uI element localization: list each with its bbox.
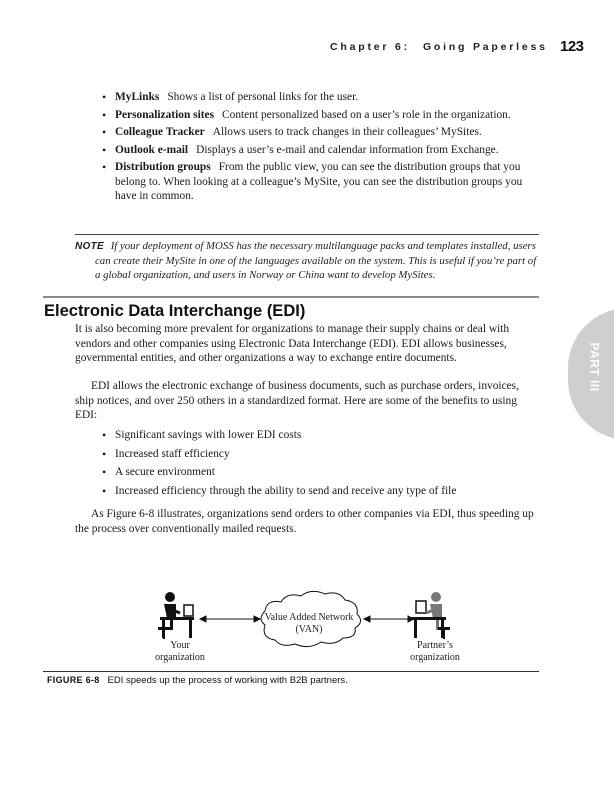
section-heading: Electronic Data Interchange (EDI)	[44, 302, 306, 320]
list-item	[100, 125, 540, 140]
part-thumb-tab	[568, 308, 614, 440]
list-item: • Increased efficiency through the ability to send and receive any type of file	[100, 484, 540, 499]
list-item: • Increased staff efficiency	[100, 447, 540, 462]
bullet-term: Personalization sites	[115, 108, 215, 121]
chapter-title: Going Paperless	[422, 41, 548, 53]
partner-at-computer-icon	[412, 592, 450, 639]
paragraph-edi-exchange: EDI allows the electronic exchange of business documents, such as purchase orders, invoices, ship notices, and over 250 others in a standardized format. Here are some of the benefits to using EDI:	[75, 380, 519, 422]
left-connector-arrow	[200, 616, 260, 622]
your-organization-label: Your organization	[155, 640, 205, 663]
chapter-number: Chapter 6:	[330, 41, 410, 53]
edi-diagram	[140, 585, 480, 670]
bullet-text: Shows a list of personal links for the user.	[167, 91, 359, 103]
part-tab-label: PART III	[587, 342, 602, 392]
page-number: 123	[560, 38, 584, 55]
note-label: NOTE	[75, 241, 104, 252]
feature-bullet-list	[100, 90, 540, 207]
bullet-text: From the public view, you can see the distribution groups that you belong to. When looking at a colleague’s MySite, you can see the distribution groups you have in common.	[115, 161, 523, 202]
list-item	[100, 160, 540, 204]
right-connector-arrow	[364, 616, 414, 622]
note-content	[75, 239, 539, 282]
bullet-term: MyLinks	[115, 91, 160, 103]
figure-divider	[43, 671, 539, 672]
bullet-term: Colleague Tracker	[115, 126, 205, 138]
list-item: • A secure environment	[100, 465, 540, 480]
figure-label: FIGURE 6-8	[47, 675, 100, 685]
note-box	[75, 234, 539, 282]
bullet-text: Allows users to track changes in their colleagues’ MySites.	[212, 126, 482, 138]
partner-organization-label: Partner’s organization	[410, 640, 460, 663]
figure-caption-text: EDI speeds up the process of working with B2B partners.	[107, 675, 348, 686]
paragraph-figure-intro: As Figure 6-8 illustrates, organizations send orders to other companies via EDI, thus speeding up the process over conventionally mailed requests.	[75, 508, 534, 535]
bullet-text: Displays a user’s e-mail and calendar information from Exchange.	[196, 143, 499, 156]
list-item	[100, 143, 540, 158]
benefits-bullet-list	[100, 428, 540, 502]
list-item	[100, 90, 540, 105]
bullet-term: Distribution groups	[115, 161, 211, 173]
van-label: Value Added Network (VAN)	[264, 612, 354, 635]
figure-caption	[47, 675, 348, 686]
paragraph-intro: It is also becoming more prevalent for organizations to manage their supply chains or deal with vendors and other companies using Electronic Data Interchange (EDI). EDI allows businesses, governmental entities, and other organizations a way to exchange entire documents.	[75, 323, 510, 365]
running-head	[330, 41, 580, 53]
bullet-text: Content personalized based on a user’s role in the organization.	[222, 108, 511, 121]
list-item: • Significant savings with lower EDI costs	[100, 428, 540, 443]
bullet-term: Outlook e-mail	[115, 143, 189, 156]
person-at-computer-icon	[158, 592, 194, 639]
list-item	[100, 108, 540, 123]
note-text: If your deployment of MOSS has the necessary multilanguage packs and templates installed, users can create their MySite in one of the languages available on the system. This is useful if you’re part of a global organization, and users in Norway or China want to develop MySites.	[95, 240, 537, 281]
section-divider	[43, 296, 539, 298]
